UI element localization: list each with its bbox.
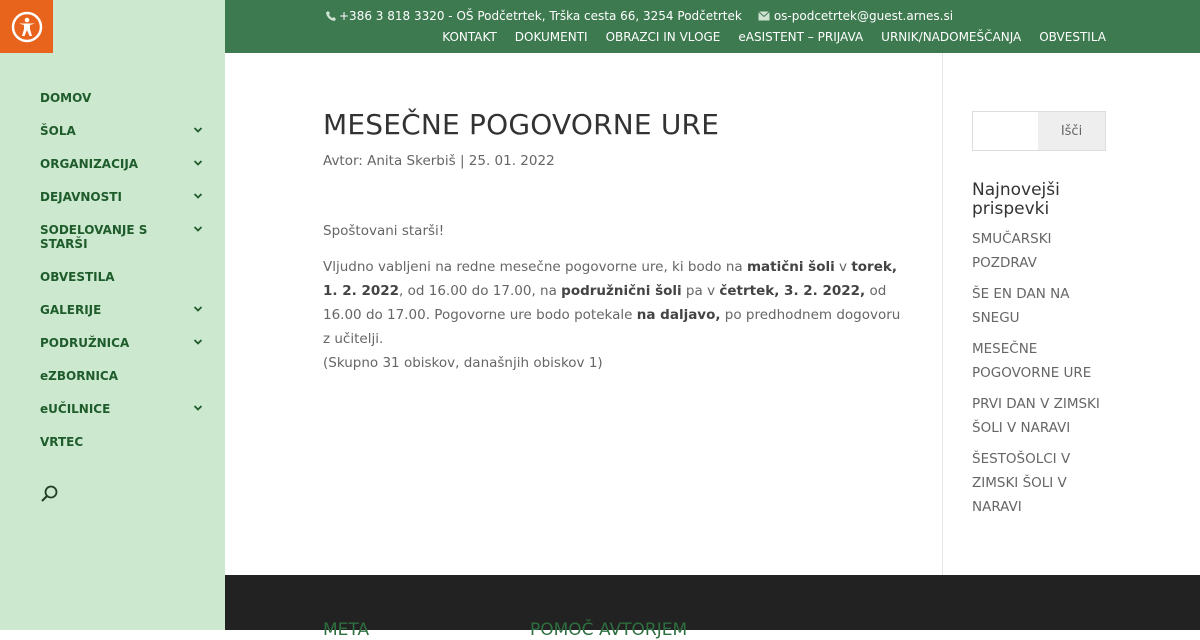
post-greeting: Spoštovani starši!: [323, 223, 445, 239]
footer: [225, 575, 1200, 640]
recent-post-link[interactable]: PRVI DAN V ZIMSKI ŠOLI V NARAVI: [972, 396, 1100, 436]
body-text: pa v: [681, 283, 720, 299]
sidebar-item-dejavnosti[interactable]: [40, 187, 210, 220]
sidebar-item-label: ŠOLA: [40, 124, 76, 138]
body-text: Vljudno vabljeni na redne mesečne pogovorne ure, ki bodo na: [323, 259, 747, 275]
article: [323, 53, 913, 375]
search-button[interactable]: Išči: [1038, 112, 1105, 150]
body-bold: torek, 1. 2. 2022: [323, 259, 897, 299]
topnav-kontakt[interactable]: KONTAKT: [442, 30, 497, 44]
chevron-down-icon[interactable]: [192, 223, 204, 235]
body-bold: četrtek, 3. 2. 2022,: [719, 283, 866, 299]
sidebar-item-label: eZBORNICA: [40, 369, 119, 383]
body-bold: matični šoli: [746, 259, 835, 275]
phone-address-text: +386 3 818 3320 - OŠ Podčetrtek, Trška cesta 66, 3254 Podčetrtek: [339, 9, 742, 23]
footer-meta-title: META: [323, 620, 370, 640]
main-nav: [40, 88, 210, 465]
topnav-dokumenti[interactable]: DOKUMENTI: [514, 30, 588, 44]
chevron-down-icon[interactable]: [192, 190, 204, 202]
chevron-down-icon[interactable]: [192, 336, 204, 348]
visit-counter: (Skupno 31 obiskov, današnjih obiskov 1): [323, 355, 603, 371]
body-bold: na daljavo,: [636, 307, 721, 323]
sidebar-item-label: DEJAVNOSTI: [40, 190, 122, 204]
contact-info: [325, 9, 953, 23]
body-text: , od 16.00 do 17.00, na: [399, 283, 562, 299]
sidebar-item-podruznica[interactable]: [40, 333, 210, 366]
topnav-urnik[interactable]: URNIK/NADOMEŠČANJA: [881, 30, 1022, 44]
recent-post-link[interactable]: ŠESTOŠOLCI V ZIMSKI ŠOLI V NARAVI: [972, 451, 1071, 515]
recent-posts-list: [972, 227, 1107, 526]
recent-post-link[interactable]: ŠE EN DAN NA SNEGU: [972, 286, 1070, 326]
search-input[interactable]: [973, 112, 1038, 150]
post-title: MESEČNE POGOVORNE URE: [323, 108, 720, 141]
chevron-down-icon[interactable]: [192, 157, 204, 169]
recent-post-link[interactable]: SMUČARSKI POZDRAV: [972, 231, 1052, 271]
sidebar-item-galerije[interactable]: [40, 300, 210, 333]
body-text: od 16.00 do 17.00. Pogovorne ure bodo potekale: [323, 283, 887, 323]
sidebar-item-obvestila[interactable]: [40, 267, 210, 300]
sidebar-item-label: PODRUŽNICA: [40, 336, 130, 350]
post-meta: Avtor: Anita Skerbiš | 25. 01. 2022: [323, 153, 555, 169]
sidebar-item-label: SODELOVANJE S STARŠI: [40, 223, 148, 251]
recent-posts-title: Najnovejši prispevki: [972, 180, 1060, 219]
sidebar-divider: [942, 53, 943, 575]
sidebar-item-label: eUČILNICE: [40, 402, 111, 416]
search-icon[interactable]: [40, 484, 60, 504]
accessibility-button[interactable]: [0, 0, 53, 53]
accessibility-icon: [10, 10, 44, 44]
footer-help-title: POMOČ AVTORJEM: [530, 620, 688, 640]
mail-icon: [758, 11, 770, 21]
sidebar-item-domov[interactable]: [40, 88, 210, 121]
sidebar-item-label: GALERIJE: [40, 303, 102, 317]
phone-icon: [325, 10, 337, 22]
sidebar-item-label: OBVESTILA: [40, 270, 115, 284]
sidebar-item-organizacija[interactable]: [40, 154, 210, 187]
post-body: [323, 255, 908, 375]
sidebar-item-sola[interactable]: [40, 121, 210, 154]
topnav-obrazci[interactable]: OBRAZCI IN VLOGE: [605, 30, 721, 44]
sidebar-item-sodelovanje[interactable]: [40, 220, 210, 267]
sidebar-item-label: ORGANIZACIJA: [40, 157, 139, 171]
body-bold: podružnični šoli: [561, 283, 682, 299]
sidebar-item-label: VRTEC: [40, 435, 84, 449]
sidebar-item-ezbornica[interactable]: [40, 366, 210, 399]
search-widget: [972, 111, 1106, 151]
recent-post-link[interactable]: MESEČNE POGOVORNE URE: [972, 341, 1092, 381]
body-text: v: [834, 259, 852, 275]
sidebar: [0, 0, 225, 630]
top-nav: [442, 30, 1106, 44]
sidebar-item-eucilnice[interactable]: [40, 399, 210, 432]
topnav-easistent[interactable]: eASISTENT – PRIJAVA: [738, 30, 864, 44]
sidebar-item-label: DOMOV: [40, 91, 92, 105]
chevron-down-icon[interactable]: [192, 402, 204, 414]
body-text: po predhodnem dogovoru z učitelji.: [323, 307, 901, 347]
chevron-down-icon[interactable]: [192, 303, 204, 315]
sidebar-item-vrtec[interactable]: [40, 432, 210, 465]
email-link[interactable]: os-podcetrtek@guest.arnes.si: [773, 9, 954, 23]
top-header: [225, 0, 1200, 53]
chevron-down-icon[interactable]: [192, 124, 204, 136]
topnav-obvestila[interactable]: OBVESTILA: [1039, 30, 1106, 44]
